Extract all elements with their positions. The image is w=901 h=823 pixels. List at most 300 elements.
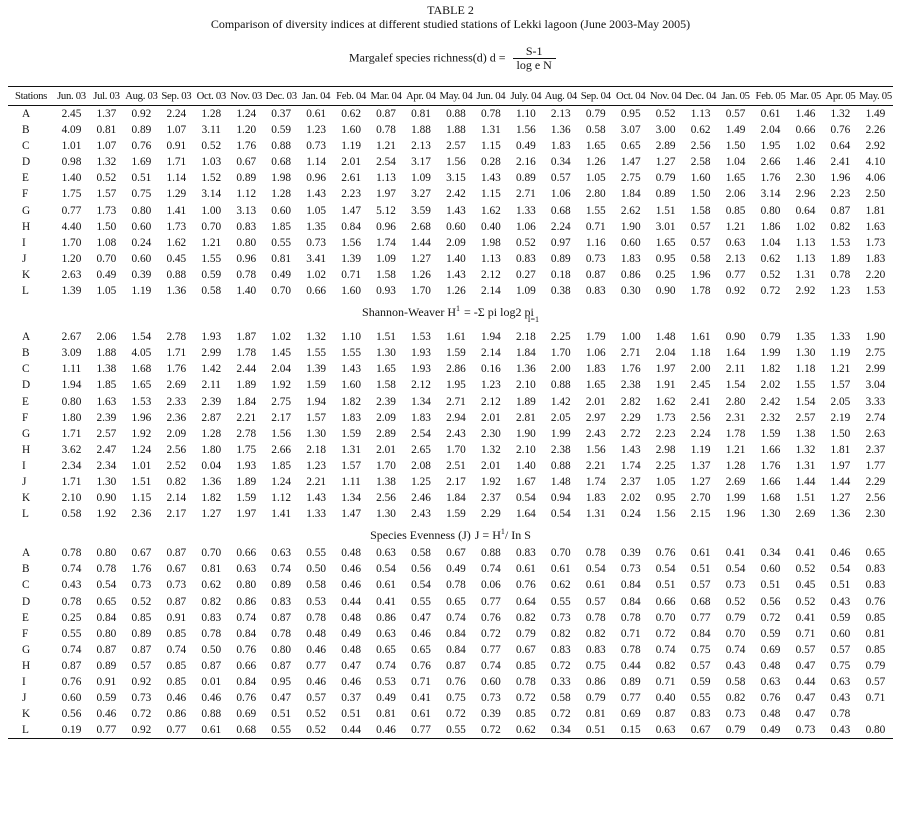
value-cell: 0.37 bbox=[271, 108, 292, 120]
value-cell: 1.79 bbox=[585, 331, 606, 344]
value-cell: 1.92 bbox=[271, 379, 292, 392]
value-cell: 0.96 bbox=[236, 252, 257, 265]
value-cell: 0.65 bbox=[620, 140, 641, 153]
value-cell: 0.92 bbox=[131, 676, 152, 688]
value-cell: 1.34 bbox=[411, 395, 431, 408]
value-cell: 0.58 bbox=[306, 579, 327, 592]
value-cell: 0.85 bbox=[131, 611, 152, 624]
value-cell: 0.95 bbox=[620, 108, 641, 120]
table-row bbox=[8, 545, 893, 561]
value-cell: 0.79 bbox=[760, 331, 781, 344]
value-cell: 0.57 bbox=[131, 659, 152, 672]
value-cell: 0.82 bbox=[655, 659, 676, 672]
value-cell: 0.28 bbox=[481, 156, 501, 169]
table-row bbox=[8, 690, 893, 706]
value-cell: 1.13 bbox=[690, 108, 711, 120]
value-cell: 0.55 bbox=[264, 722, 299, 739]
value-cell: 1.36 bbox=[166, 285, 187, 298]
value-cell: 1.94 bbox=[481, 331, 501, 344]
table-row bbox=[8, 426, 893, 442]
value-cell: 0.77 bbox=[620, 692, 641, 705]
value-cell: 2.06 bbox=[725, 188, 746, 201]
station-cell: G bbox=[22, 204, 31, 217]
value-cell: 0.81 bbox=[411, 108, 431, 120]
value-cell: 2.34 bbox=[96, 459, 117, 472]
value-cell: 0.85 bbox=[166, 676, 187, 688]
value-cell: 2.80 bbox=[725, 395, 746, 408]
value-cell: 0.51 bbox=[131, 172, 152, 185]
value-cell: 1.93 bbox=[411, 347, 431, 360]
value-cell: 2.38 bbox=[620, 379, 641, 392]
value-cell: 1.35 bbox=[795, 331, 816, 344]
value-cell: 0.96 bbox=[306, 172, 327, 185]
value-cell: 2.75 bbox=[620, 172, 641, 185]
station-cell: L bbox=[8, 722, 54, 739]
value-cell: 0.87 bbox=[131, 643, 152, 656]
value-cell: 0.58 bbox=[690, 252, 711, 265]
value-cell: 2.65 bbox=[411, 443, 431, 456]
value-cell: 0.56 bbox=[760, 595, 781, 608]
value-cell: 2.30 bbox=[865, 508, 886, 521]
value-cell: 0.71 bbox=[585, 220, 606, 233]
value-cell: 0.85 bbox=[865, 611, 886, 624]
value-cell: 0.55 bbox=[271, 236, 292, 249]
value-cell: 1.24 bbox=[271, 475, 292, 488]
value-cell: 2.86 bbox=[446, 363, 466, 376]
value-cell: 0.86 bbox=[236, 595, 257, 608]
value-cell: 0.41 bbox=[795, 611, 816, 624]
value-cell: 0.97 bbox=[550, 236, 571, 249]
table-row bbox=[8, 122, 893, 138]
value-cell: 2.29 bbox=[481, 508, 501, 521]
value-cell: 0.72 bbox=[655, 627, 676, 640]
value-cell: 0.73 bbox=[585, 252, 606, 265]
station-cell: I bbox=[22, 236, 26, 249]
value-cell: 1.03 bbox=[201, 156, 222, 169]
station-cell: J bbox=[22, 475, 27, 488]
value-cell: 0.73 bbox=[166, 579, 187, 592]
value-cell: 0.80 bbox=[131, 204, 152, 217]
value-cell: 2.47 bbox=[96, 443, 117, 456]
value-cell: 0.67 bbox=[131, 547, 152, 560]
value-cell: 1.62 bbox=[166, 236, 187, 249]
value-cell: 3.41 bbox=[306, 252, 327, 265]
value-cell: 0.72 bbox=[760, 611, 781, 624]
value-cell: 0.62 bbox=[760, 252, 781, 265]
value-cell: 1.49 bbox=[725, 124, 746, 137]
value-cell: 0.44 bbox=[620, 659, 641, 672]
value-cell: 0.61 bbox=[690, 547, 711, 560]
value-cell: 0.84 bbox=[341, 220, 361, 233]
value-cell: 0.47 bbox=[795, 659, 816, 672]
table-row bbox=[8, 329, 893, 345]
value-cell: 0.52 bbox=[795, 595, 816, 608]
value-cell: 0.88 bbox=[271, 140, 292, 153]
value-cell: 1.83 bbox=[341, 411, 361, 424]
value-cell: 0.85 bbox=[166, 627, 187, 640]
value-cell: 2.41 bbox=[690, 395, 711, 408]
station-cell: F bbox=[22, 411, 29, 424]
station-cell: E bbox=[22, 611, 29, 624]
value-cell: 1.99 bbox=[725, 492, 746, 505]
value-cell: 1.96 bbox=[725, 508, 746, 521]
value-cell: 1.49 bbox=[865, 108, 886, 120]
value-cell: 0.79 bbox=[655, 172, 676, 185]
value-cell: 0.56 bbox=[61, 708, 82, 721]
value-cell: 1.56 bbox=[341, 236, 361, 249]
value-cell: 0.74 bbox=[61, 643, 82, 656]
value-cell: 0.43 bbox=[725, 659, 746, 672]
value-cell: 2.69 bbox=[166, 379, 187, 392]
value-cell: 2.29 bbox=[865, 475, 886, 488]
value-cell: 1.95 bbox=[760, 140, 781, 153]
value-cell: 2.05 bbox=[550, 411, 571, 424]
value-cell: 1.55 bbox=[306, 347, 327, 360]
value-cell: 0.68 bbox=[271, 156, 292, 169]
value-cell: 1.83 bbox=[550, 140, 571, 153]
value-cell: 1.57 bbox=[830, 379, 851, 392]
value-cell: 1.60 bbox=[690, 172, 711, 185]
value-cell: 1.60 bbox=[341, 285, 361, 298]
value-cell: 1.10 bbox=[341, 331, 361, 344]
value-cell: 0.19 bbox=[54, 722, 89, 739]
value-cell bbox=[858, 706, 893, 722]
value-cell: 2.14 bbox=[166, 492, 187, 505]
value-cell: 0.44 bbox=[341, 595, 361, 608]
value-cell: 0.73 bbox=[131, 692, 152, 705]
value-cell: 1.11 bbox=[341, 475, 361, 488]
value-cell: 0.54 bbox=[96, 579, 117, 592]
value-cell: 0.50 bbox=[306, 563, 327, 576]
value-cell: 0.78 bbox=[620, 611, 641, 624]
value-cell: 1.89 bbox=[515, 395, 536, 408]
value-cell: 0.43 bbox=[823, 722, 858, 739]
evenness-formula-tail: / In S bbox=[504, 528, 531, 543]
value-cell: 0.78 bbox=[481, 108, 501, 120]
value-cell: 1.29 bbox=[166, 188, 187, 201]
value-cell: 0.83 bbox=[865, 579, 886, 592]
table-row bbox=[8, 106, 893, 123]
value-cell: 2.09 bbox=[446, 236, 466, 249]
value-cell: 2.57 bbox=[795, 411, 816, 424]
value-cell: 1.78 bbox=[725, 427, 746, 440]
value-cell: 1.23 bbox=[481, 379, 501, 392]
value-cell: 0.46 bbox=[201, 692, 222, 705]
value-cell: 2.33 bbox=[166, 395, 187, 408]
value-cell: 1.64 bbox=[725, 347, 746, 360]
value-cell: 0.45 bbox=[166, 252, 187, 265]
header-month: Nov. 03 bbox=[229, 87, 264, 106]
value-cell: 0.51 bbox=[341, 708, 361, 721]
value-cell: 0.89 bbox=[655, 188, 676, 201]
value-cell: 1.89 bbox=[236, 475, 257, 488]
value-cell: 0.69 bbox=[236, 708, 257, 721]
value-cell: 0.55 bbox=[61, 627, 82, 640]
value-cell: 0.52 bbox=[760, 268, 781, 281]
header-month: Jan. 05 bbox=[718, 87, 753, 106]
value-cell: 2.12 bbox=[481, 268, 501, 281]
value-cell: 0.48 bbox=[341, 547, 361, 560]
value-cell: 0.46 bbox=[306, 643, 327, 656]
value-cell: 2.45 bbox=[61, 108, 82, 120]
value-cell: 0.54 bbox=[515, 492, 536, 505]
value-cell: 0.67 bbox=[236, 156, 257, 169]
value-cell: 0.25 bbox=[655, 268, 676, 281]
value-cell: 0.74 bbox=[481, 563, 501, 576]
value-cell: 2.56 bbox=[690, 140, 711, 153]
value-cell: 0.38 bbox=[550, 285, 571, 298]
value-cell: 0.81 bbox=[96, 124, 117, 137]
value-cell: 1.09 bbox=[376, 252, 396, 265]
value-cell: 1.43 bbox=[341, 363, 361, 376]
value-cell: 0.76 bbox=[515, 579, 536, 592]
value-cell: 0.56 bbox=[411, 563, 431, 576]
shannon-formula-subscript: I=1 bbox=[527, 315, 539, 325]
value-cell: 0.52 bbox=[299, 722, 334, 739]
table-caption: Comparison of diversity indices at different studied stations of Lekki lagoon (June 2003-May 2005) bbox=[210, 17, 691, 31]
value-cell: 0.84 bbox=[236, 627, 257, 640]
value-cell: 0.70 bbox=[201, 547, 222, 560]
value-cell: 0.63 bbox=[830, 676, 851, 688]
table-row bbox=[8, 251, 893, 267]
value-cell: 1.45 bbox=[271, 347, 292, 360]
value-cell: 1.71 bbox=[166, 347, 187, 360]
value-cell: 3.14 bbox=[201, 188, 222, 201]
value-cell: 0.85 bbox=[515, 708, 536, 721]
value-cell: 0.57 bbox=[690, 659, 711, 672]
value-cell: 1.96 bbox=[830, 172, 851, 185]
value-cell: 0.85 bbox=[725, 204, 746, 217]
value-cell: 1.21 bbox=[725, 220, 746, 233]
value-cell: 2.26 bbox=[865, 124, 886, 137]
value-cell: 2.24 bbox=[166, 108, 187, 120]
value-cell: 2.42 bbox=[760, 395, 781, 408]
value-cell: 0.88 bbox=[550, 459, 571, 472]
value-cell: 1.35 bbox=[306, 220, 327, 233]
value-cell: 0.88 bbox=[166, 268, 187, 281]
value-cell: 1.18 bbox=[690, 347, 711, 360]
value-cell: 2.17 bbox=[446, 475, 466, 488]
value-cell: 0.57 bbox=[725, 108, 746, 120]
value-cell: 0.78 bbox=[61, 547, 82, 560]
value-cell: 0.65 bbox=[411, 643, 431, 656]
value-cell: 1.57 bbox=[96, 188, 117, 201]
value-cell: 0.74 bbox=[166, 643, 187, 656]
value-cell: 0.60 bbox=[271, 204, 292, 217]
value-cell: 0.73 bbox=[306, 140, 327, 153]
value-cell: 2.57 bbox=[446, 140, 466, 153]
value-cell: 0.78 bbox=[585, 547, 606, 560]
value-cell: 2.01 bbox=[481, 411, 501, 424]
value-cell: 0.80 bbox=[858, 722, 893, 739]
value-cell: 2.99 bbox=[865, 363, 886, 376]
value-cell: 1.70 bbox=[411, 285, 431, 298]
value-cell: 1.37 bbox=[690, 459, 711, 472]
value-cell: 0.80 bbox=[96, 627, 117, 640]
table-row bbox=[8, 154, 893, 170]
table-row bbox=[8, 138, 893, 154]
value-cell: 1.61 bbox=[446, 331, 466, 344]
value-cell: 0.74 bbox=[271, 563, 292, 576]
value-cell: 0.93 bbox=[376, 285, 396, 298]
value-cell: 2.75 bbox=[271, 395, 292, 408]
value-cell: 2.63 bbox=[865, 427, 886, 440]
value-cell: 0.78 bbox=[830, 708, 851, 721]
value-cell: 1.57 bbox=[306, 411, 327, 424]
value-cell: 0.54 bbox=[655, 563, 676, 576]
value-cell: 0.72 bbox=[446, 708, 466, 721]
value-cell: 1.13 bbox=[795, 236, 816, 249]
value-cell: 0.89 bbox=[131, 124, 152, 137]
value-cell: 3.17 bbox=[411, 156, 431, 169]
value-cell: 0.67 bbox=[683, 722, 718, 739]
value-cell: 1.89 bbox=[830, 252, 851, 265]
value-cell: 0.52 bbox=[795, 563, 816, 576]
value-cell: 2.04 bbox=[760, 124, 781, 137]
header-month: Aug. 04 bbox=[543, 87, 578, 106]
value-cell: 0.46 bbox=[96, 708, 117, 721]
value-cell: 0.76 bbox=[131, 140, 152, 153]
value-cell: 0.50 bbox=[201, 643, 222, 656]
value-cell: 0.57 bbox=[690, 579, 711, 592]
value-cell: 0.46 bbox=[830, 547, 851, 560]
value-cell: 1.90 bbox=[865, 331, 886, 344]
value-cell: 0.49 bbox=[271, 268, 292, 281]
value-cell: 0.57 bbox=[795, 643, 816, 656]
value-cell: 1.97 bbox=[376, 188, 396, 201]
value-cell: 2.97 bbox=[585, 411, 606, 424]
value-cell: 2.67 bbox=[61, 331, 82, 344]
value-cell: 2.71 bbox=[620, 347, 641, 360]
value-cell: 1.50 bbox=[690, 188, 711, 201]
header-month: May. 04 bbox=[438, 87, 473, 106]
value-cell: 2.37 bbox=[620, 475, 641, 488]
value-cell: 0.70 bbox=[96, 252, 117, 265]
value-cell: 0.43 bbox=[830, 595, 851, 608]
value-cell: 1.91 bbox=[655, 379, 676, 392]
table-row bbox=[8, 458, 893, 474]
value-cell: 1.54 bbox=[725, 379, 746, 392]
value-cell: 1.04 bbox=[725, 156, 746, 169]
value-cell: 1.94 bbox=[61, 379, 82, 392]
value-cell: 1.54 bbox=[795, 395, 816, 408]
value-cell: 0.54 bbox=[550, 508, 571, 521]
value-cell: 1.04 bbox=[760, 236, 781, 249]
value-cell: 1.64 bbox=[515, 508, 536, 521]
value-cell: 1.70 bbox=[376, 459, 396, 472]
value-cell: 0.85 bbox=[166, 659, 187, 672]
value-cell: 3.00 bbox=[655, 124, 676, 137]
value-cell: 2.89 bbox=[655, 140, 676, 153]
evenness-formula-expression: J = H bbox=[474, 528, 501, 543]
value-cell: 0.55 bbox=[411, 595, 431, 608]
value-cell: 0.47 bbox=[341, 659, 361, 672]
header-month: Oct. 03 bbox=[194, 87, 229, 106]
value-cell: 2.61 bbox=[341, 172, 361, 185]
value-cell: 0.41 bbox=[376, 595, 396, 608]
value-cell: 1.41 bbox=[271, 508, 292, 521]
value-cell: 2.70 bbox=[690, 492, 711, 505]
value-cell: 0.82 bbox=[725, 692, 746, 705]
value-cell: 0.60 bbox=[481, 676, 501, 688]
value-cell: 1.05 bbox=[306, 204, 327, 217]
table-row bbox=[8, 377, 893, 393]
value-cell: 1.87 bbox=[236, 331, 257, 344]
margalef-fraction-numerator: S-1 bbox=[513, 45, 556, 59]
value-cell: 0.48 bbox=[341, 643, 361, 656]
value-cell: 0.62 bbox=[690, 124, 711, 137]
value-cell: 1.31 bbox=[795, 459, 816, 472]
value-cell: 2.13 bbox=[725, 252, 746, 265]
value-cell: 1.83 bbox=[865, 252, 886, 265]
value-cell: 1.99 bbox=[760, 347, 781, 360]
value-cell: 1.62 bbox=[481, 204, 501, 217]
value-cell: 0.25 bbox=[61, 611, 82, 624]
value-cell: 2.46 bbox=[411, 492, 431, 505]
table-row bbox=[8, 506, 893, 522]
value-cell: 0.63 bbox=[271, 547, 292, 560]
value-cell: 2.08 bbox=[411, 459, 431, 472]
value-cell: 1.58 bbox=[376, 379, 396, 392]
value-cell: 1.08 bbox=[96, 236, 117, 249]
value-cell: 0.74 bbox=[236, 611, 257, 624]
value-cell: 2.23 bbox=[655, 427, 676, 440]
value-cell: 1.28 bbox=[201, 427, 222, 440]
value-cell: 2.39 bbox=[96, 411, 117, 424]
value-cell: 0.84 bbox=[620, 579, 641, 592]
value-cell: 2.04 bbox=[655, 347, 676, 360]
value-cell: 0.51 bbox=[760, 579, 781, 592]
value-cell: 4.05 bbox=[131, 347, 152, 360]
station-cell: D bbox=[22, 595, 31, 608]
value-cell: 1.56 bbox=[585, 443, 606, 456]
header-month: Feb. 04 bbox=[334, 87, 369, 106]
section-header-row bbox=[8, 299, 893, 329]
table-row bbox=[8, 267, 893, 283]
value-cell: 0.74 bbox=[655, 643, 676, 656]
value-cell: 2.82 bbox=[620, 395, 641, 408]
value-cell: 0.18 bbox=[550, 268, 571, 281]
value-cell: 0.46 bbox=[411, 627, 431, 640]
value-cell: 3.04 bbox=[865, 379, 886, 392]
value-cell: 1.14 bbox=[166, 172, 187, 185]
value-cell: 1.55 bbox=[341, 347, 361, 360]
value-cell: 0.83 bbox=[515, 252, 536, 265]
value-cell: 0.70 bbox=[655, 611, 676, 624]
value-cell: 0.58 bbox=[725, 676, 746, 688]
value-cell: 0.84 bbox=[446, 627, 466, 640]
value-cell: 0.77 bbox=[306, 659, 327, 672]
station-cell: K bbox=[22, 708, 31, 721]
value-cell: 0.73 bbox=[481, 692, 501, 705]
value-cell: 0.33 bbox=[550, 676, 571, 688]
value-cell: 2.11 bbox=[725, 363, 746, 376]
value-cell: 1.28 bbox=[725, 459, 746, 472]
value-cell: 1.98 bbox=[481, 236, 501, 249]
value-cell: 0.48 bbox=[760, 659, 781, 672]
value-cell: 0.75 bbox=[830, 659, 851, 672]
header-month: Dec. 04 bbox=[683, 87, 718, 106]
value-cell: 2.09 bbox=[166, 427, 187, 440]
value-cell: 1.59 bbox=[236, 492, 257, 505]
value-cell: 4.06 bbox=[865, 172, 886, 185]
value-cell: 0.40 bbox=[481, 220, 501, 233]
value-cell: 0.66 bbox=[236, 659, 257, 672]
value-cell: 2.42 bbox=[446, 188, 466, 201]
value-cell: 2.05 bbox=[830, 395, 851, 408]
value-cell: 0.47 bbox=[795, 692, 816, 705]
value-cell: 1.33 bbox=[830, 331, 851, 344]
